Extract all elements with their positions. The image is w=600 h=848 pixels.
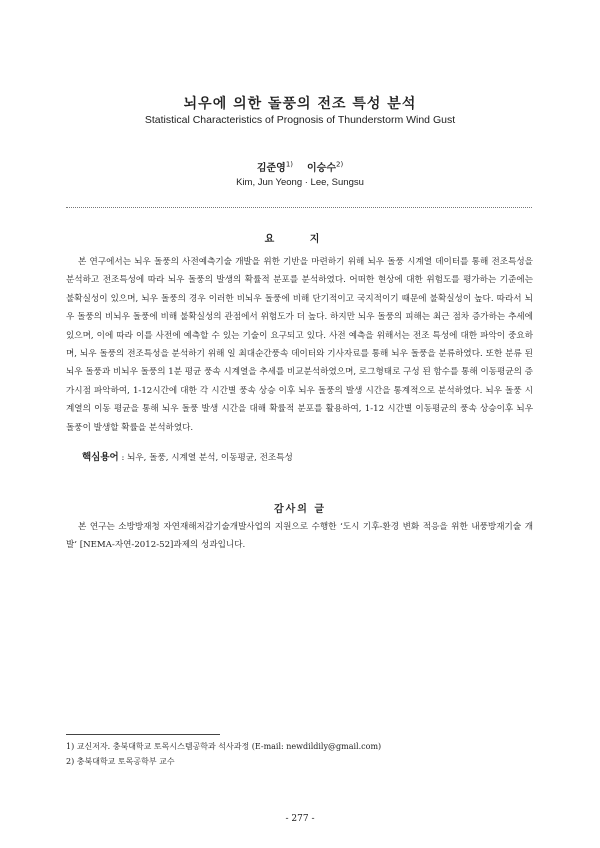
footnote-divider: [66, 734, 220, 735]
footnote-2: 2) 충북대학교 토목공학부 교수: [66, 757, 175, 766]
author-footnote-mark: 2): [335, 160, 344, 169]
header-divider: [66, 207, 532, 208]
abstract-heading: 요 지: [264, 234, 336, 245]
keywords-list: : 뇌우, 돌풍, 시계열 분석, 이동평균, 전조특성: [121, 453, 293, 463]
acknowledgement-heading: 감사의 글: [273, 504, 327, 515]
footnote-1: 1) 교신저자. 충북대학교 토목시스템공학과 석사과정 (E-mail: newdildily@gmail.com): [66, 742, 382, 751]
keywords: [82, 449, 532, 463]
paper-title-korean: 뇌우에 의한 돌풍의 전조 특성 분석: [183, 96, 417, 112]
author-footnote-mark: 1): [285, 160, 293, 169]
author-list-korean: [0, 159, 600, 174]
abstract-text: 본 연구에서는 뇌우 돌풍의 사전예측기술 개발을 위한 기반을 마련하기 위해 뇌우 돌풍 시계열 데이터를 통해 전조특성을 분석하고 전조특성에 따라 뇌우 돌풍의 발생의 확률적 분포를 분석하였다. 어떠한 현상에 대한 위험도를 평가하는 기준에는 불확실성이 있으며, 뇌우 돌풍의 경우 이러한 비뇌우 돌풍에 비해 단기적이고 국지적이기 때문에 불확실성이 높다. 따라서 뇌우 돌풍의 비뇌우 돌풍에 비해 불확실성의 관점에서 위험도가 더 높다. 하지만 뇌우 돌풍의 피해는 최근 점차 증가하는 추세에 있으며, 이에 따라 이를 사전에 예측할 수 있는 기술이 요구되고 있다. 사전 예측을 위해서는 전조 특성에 대한 파악이 중요하며, 뇌우 돌풍의 전조특성을 분석하기 위해 일 최대순간풍속 데이터와 기사자료를 통해 뇌우 돌풍을 분류하였다. 또한 분류 된 뇌우 돌풍과 비뇌우 돌풍의 1분 평균 풍속 시계열을 추세를 비교분석하였으며, 로그형태로 구성 된 함수를 통해 이동평균의 증가시점 파악하여, 1-12시간에 대한 각 시간별 풍속 상승 이후 뇌우 돌풍의 발생 시간을 통계적으로 분석하였다. 뇌우 돌풍 시계열의 이동 평균을 통해 뇌우 돌풍 발생 시간을 대해 확률적 분포를 활용하여, 1-12 시간별 이동평균의 풍속 상승이후 뇌우 돌풍이 발생할 확률을 분석하였다.: [66, 257, 533, 433]
author-list-english: Kim, Jun Yeong · Lee, Sungsu: [236, 177, 364, 188]
page-number: - 277 -: [285, 814, 315, 824]
author-name: 이승수: [307, 163, 336, 174]
paper-title-english: Statistical Characteristics of Prognosis of Thunderstorm Wind Gust: [144, 114, 456, 126]
keywords-label: 핵심용어: [82, 452, 119, 463]
author-name: 김준영: [256, 163, 286, 174]
acknowledgement-text: 본 연구는 소방방재청 자연재해저감기술개발사업의 지원으로 수행한 ‘도시 기후-환경 변화 적응을 위한 내풍방재기술 개발’ [NEMA-자연-2012-52]과제의 성과입니다.: [66, 522, 533, 551]
